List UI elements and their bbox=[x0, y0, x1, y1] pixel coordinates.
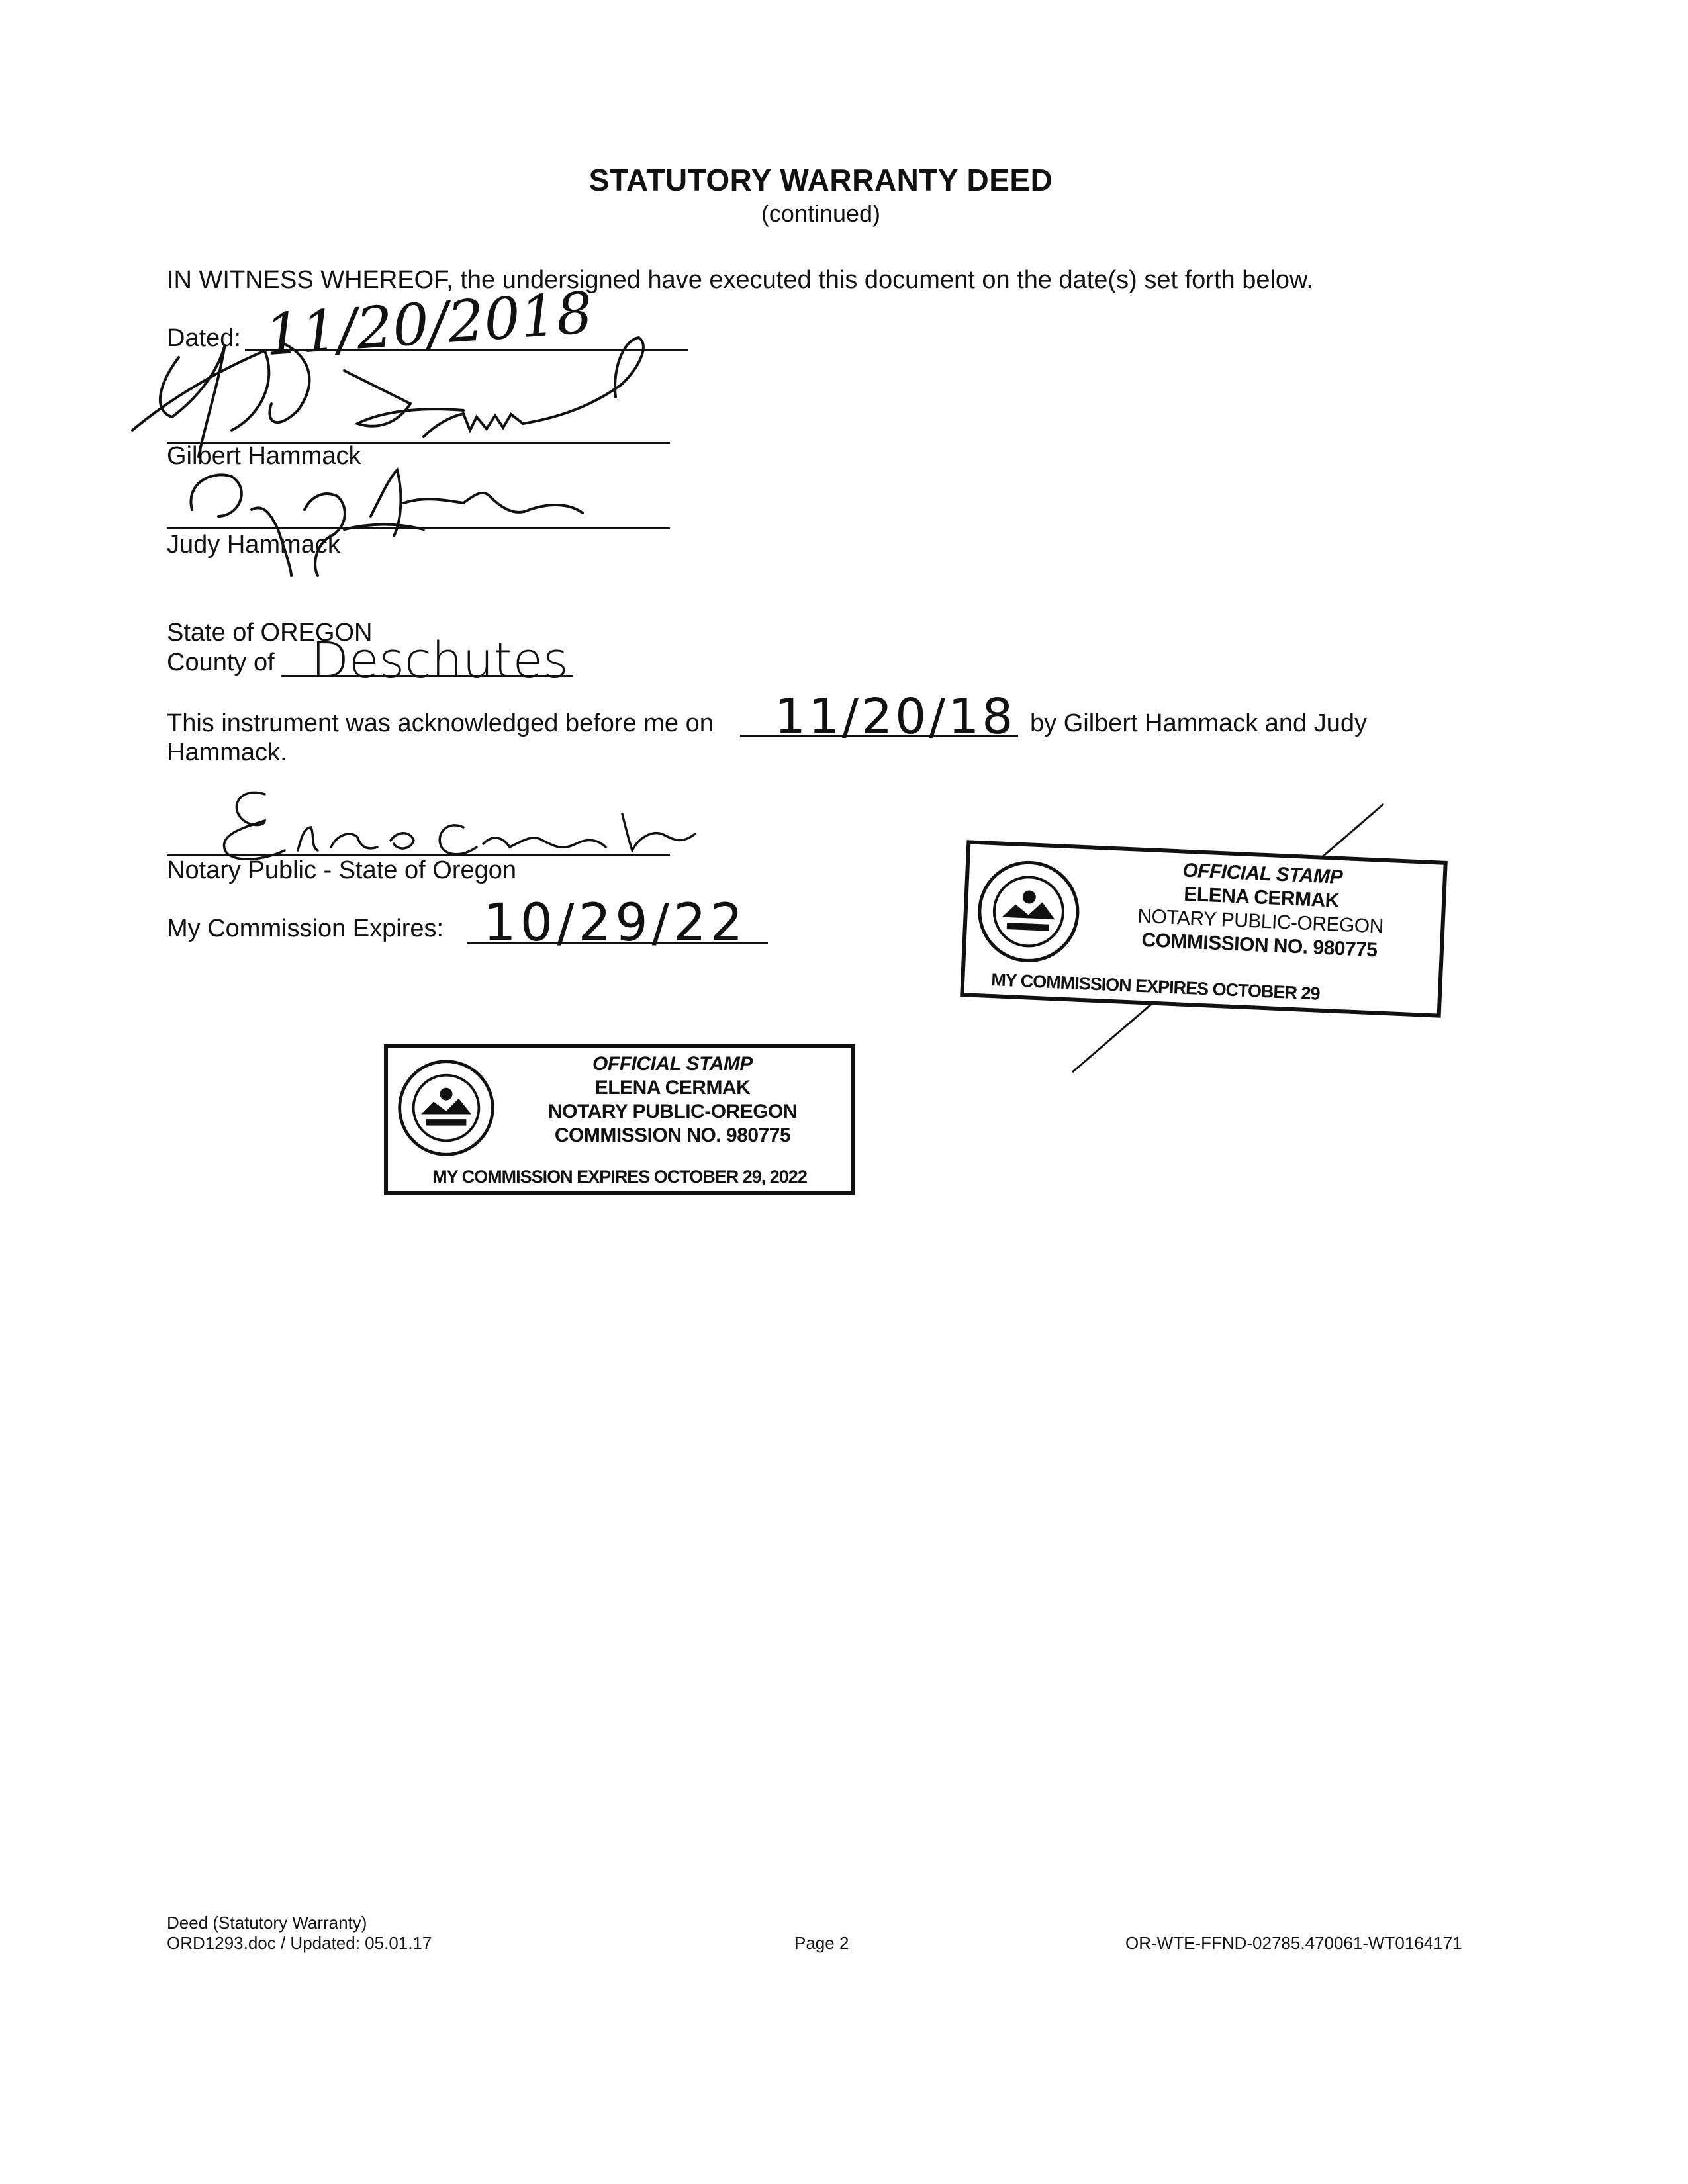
footer-form-name: Deed (Statutory Warranty) bbox=[167, 1913, 367, 1933]
dated-handwritten: 11/20/2018 bbox=[263, 279, 595, 369]
ack-date-handwritten: 11/20/18 bbox=[774, 688, 1016, 745]
notary-label: Notary Public - State of Oregon bbox=[167, 856, 517, 884]
crossed-stamp-line-4: COMMISSION NO. 980775 bbox=[1141, 929, 1378, 962]
stamp-line-5: MY COMMISSION EXPIRES OCTOBER 29, 2022 bbox=[432, 1167, 807, 1187]
stamp-line-4: COMMISSION NO. 980775 bbox=[554, 1124, 791, 1146]
county-label: County of bbox=[167, 649, 275, 676]
county-handwritten: Deschutes bbox=[311, 632, 569, 689]
stamp-line-1: OFFICIAL STAMP bbox=[592, 1053, 753, 1075]
state-label: State of OREGON bbox=[167, 619, 373, 647]
signature-gilbert bbox=[132, 338, 643, 457]
notary-stamp bbox=[384, 1044, 855, 1195]
signature-notary bbox=[224, 792, 695, 859]
stamp-line-3: NOTARY PUBLIC-OREGON bbox=[547, 1101, 798, 1122]
crossed-stamp-line-5: MY COMMISSION EXPIRES OCTOBER 29 bbox=[990, 970, 1321, 1004]
signer-1-name: Gilbert Hammack bbox=[167, 442, 361, 470]
footer-page-number: Page 2 bbox=[794, 1933, 849, 1953]
ack-suffix: by Gilbert Hammack and Judy bbox=[1030, 709, 1367, 737]
ack-prefix: This instrument was acknowledged before me on bbox=[167, 709, 714, 737]
crossed-stamp-line-1: OFFICIAL STAMP bbox=[1182, 859, 1343, 889]
commission-label: My Commission Expires: bbox=[167, 915, 444, 942]
witness-statement: IN WITNESS WHEREOF, the undersigned have executed this document on the date(s) set forth below. bbox=[167, 266, 1313, 294]
stamp-line-2: ELENA CERMAK bbox=[594, 1077, 751, 1099]
crossed-stamp-line-3: NOTARY PUBLIC-OREGON bbox=[1137, 905, 1384, 938]
oregon-seal-icon bbox=[396, 1058, 496, 1158]
signer-2-name: Judy Hammack bbox=[167, 531, 340, 559]
document-title: STATUTORY WARRANTY DEED bbox=[588, 163, 1053, 197]
footer-order-number: OR-WTE-FFND-02785.470061-WT0164171 bbox=[1125, 1933, 1462, 1953]
oregon-seal-icon bbox=[973, 856, 1084, 967]
crossed-stamp-line-2: ELENA CERMAK bbox=[1183, 883, 1340, 912]
notary-stamp-crossed bbox=[960, 840, 1448, 1017]
footer-form-version: ORD1293.doc / Updated: 05.01.17 bbox=[167, 1933, 432, 1953]
document-subtitle: (continued) bbox=[761, 200, 881, 227]
ack-suffix-2: Hammack. bbox=[167, 739, 287, 766]
commission-handwritten: 10/29/22 bbox=[483, 893, 747, 953]
dated-label: Dated: bbox=[167, 324, 241, 352]
signature-judy bbox=[191, 470, 583, 576]
footer-left bbox=[167, 1913, 432, 1954]
